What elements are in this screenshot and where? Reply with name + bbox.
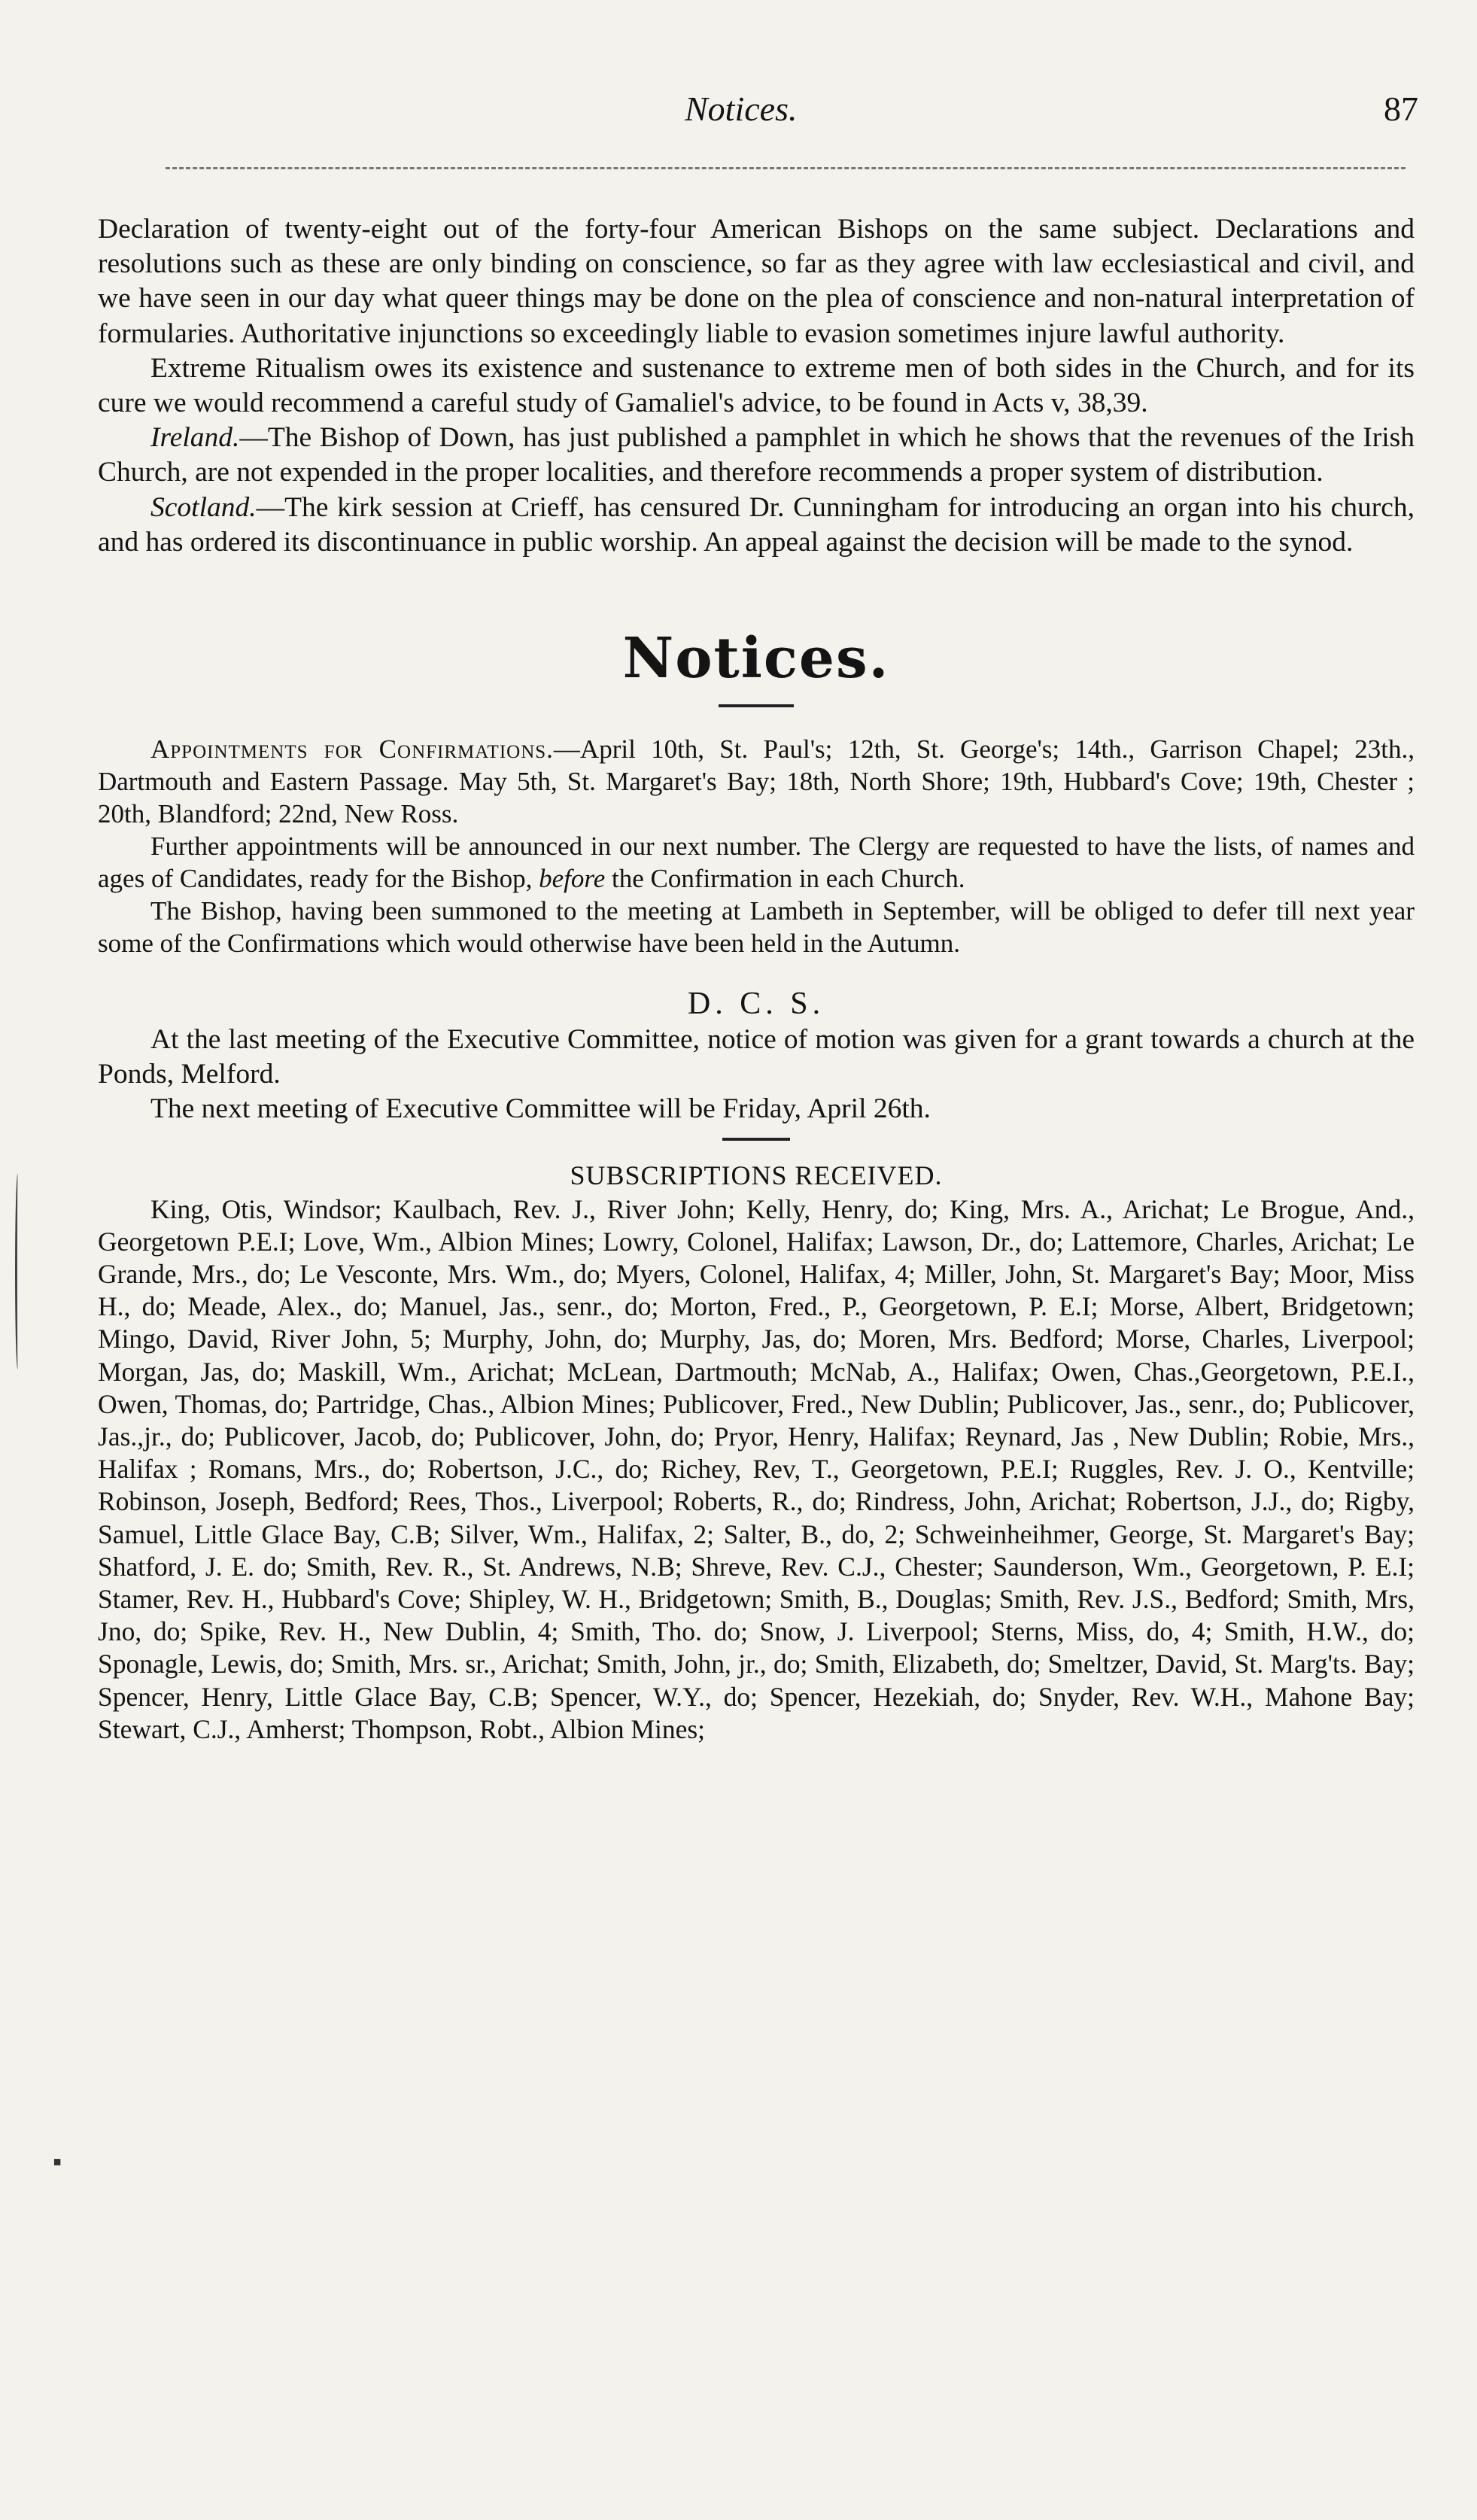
- notices-heading: Notices.: [622, 626, 890, 692]
- subscriptions-list: King, Otis, Windsor; Kaulbach, Rev. J., River John; Kelly, Henry, do; King, Mrs. A., Arichat; Le Brogue, And., Georgetown P.E.I; Love, Wm., Albion Mines; Lowry, Colonel, Halifax; Lawson, Dr., do; Lattemore, Charles, Arichat; Le Grande, Mrs., do; Le Vesconte, Mrs. Wm., do; Myers, Colonel, Halifax, 4; Miller, John, St. Margaret's Bay; Moor, Miss H., do; Meade, Alex., do; Manuel, Jas., senr., do; Morton, Fred., P., Georgetown, P. E.I; Morse, Albert, Bridgetown; Mingo, David, River John, 5; Murphy, John, do; Murphy, Jas, do; Moren, Mrs. Bedford; Morse, Charles, Liverpool; Morgan, Jas, do; Maskill, Wm., Arichat; McLean, Dartmouth; McNab, A., Halifax; Owen, Chas.,Georgetown, P.E.I., Owen, Thomas, do; Partridge, Chas., Albion Mines; Publicover, Fred., New Dublin; Publicover, Jas., senr., do; Publicover, Jas.,jr., do; Publicover, Jacob, do; Publicover, John, do; Pryor, Henry, Halifax; Reynard, Jas , New Dublin; Robie, Mrs., Halifax ; Romans, Mrs., do; Robertson, J.C., do; Richey, Rev, T., Georgetown, P.E.I; Ruggles, Rev. J. O., Kentville; Robinson, Joseph, Bedford; Rees, Thos., Liverpool; Roberts, R., do; Rindress, John, Arichat; Robertson, J.J., do; Rigby, Samuel, Little Glace Bay, C.B; Silver, Wm., Halifax, 2; Salter, B., do, 2; Schweinheihmer, George, St. Margaret's Bay; Shatford, J. E. do; Smith, Rev. R., St. Andrews, N.B; Shreve, Rev. C.J., Chester; Saunderson, Wm., Georgetown, P. E.I; Stamer, Rev. H., Hubbard's Cove; Shipley, W. H., Bridgetown; Smith, B., Douglas; Smith, Rev. J.S., Bedford; Smith, Mrs, Jno, do; Spike, Rev. H., New Dublin, 4; Smith, Tho. do; Snow, J. Liverpool; Sterns, Miss, do, 4; Smith, H.W., do; Sponagle, Lewis, do; Smith, Mrs. sr., Arichat; Smith, John, jr., do; Smith, Elizabeth, do; Smeltzer, David, St. Marg'ts. Bay; Spencer, Henry, Little Glace Bay, C.B; Spencer, W.Y., do; Spencer, Hezekiah, do; Snyder, Rev. W.H., Mahone Bay; Stewart, C.J., Amherst; Thompson, Robt., Albion Mines;: [98, 1193, 1415, 1744]
- intro-paragraph-1: Declaration of twenty-eight out of the forty-four American Bishops on the same subject. Declarations and resolutions such as these are only binding on conscience, so far as they agree with law ecclesiastical and civil, and we have seen in our day what queer things may be done on the plea of conscience and non-natural interpretation of formularies. Authoritative injunctions so exceedingly liable to evasion sometimes injure lawful authority.: [98, 214, 1415, 349]
- before-emphasis: before: [539, 864, 606, 894]
- subscriptions-heading: SUBSCRIPTIONS RECEIVED.: [570, 1160, 943, 1190]
- page-number: 87: [1384, 90, 1418, 128]
- dcs-paragraph-1: At the last meeting of the Executive Committee, notice of motion was given for a grant towards a church at the Ponds, Melford.: [98, 1024, 1415, 1090]
- header-rule: [166, 167, 1406, 169]
- page: [98, 75, 1418, 135]
- margin-mark: ▪: [53, 2148, 62, 2176]
- subscriptions-section: [98, 1193, 1415, 1746]
- body-text: [98, 212, 1415, 1746]
- scotland-text: —The kirk session at Crieff, has censured Dr. Cunningham for introducing an organ into his church, and has ordered its discontinuance in public worship. An appeal against the decision will be made to the synod.: [98, 491, 1415, 558]
- notices-rule: [719, 704, 794, 707]
- running-header: [98, 75, 1418, 135]
- margin-bracket: [15, 1174, 20, 1369]
- ireland-text: —The Bishop of Down, has just published a pamphlet in which he shows that the revenues of the Irish Church, are not expended in the proper localities, and therefore recommends a proper system of distribution.: [98, 422, 1415, 488]
- scotland-paragraph: [98, 491, 1415, 560]
- further-paragraph: Further appointments will be announced in our next number. The Clergy are requested to have the lists, of names and ages of Candidates, ready for the Bishop, before the Confirmation in each Church.: [98, 831, 1415, 894]
- dcs-rule: [722, 1138, 790, 1141]
- appointments-label: Appointments for Confirmations.: [150, 734, 554, 765]
- dcs-heading: D. C. S.: [687, 986, 825, 1022]
- appointments-paragraph: [98, 733, 1415, 830]
- appointments-text: —April 10th, St. Paul's; 12th, St. George's; 14th., Garrison Chapel; 23th., Dartmouth and Eastern Passage. May 5th, St. Margaret's Bay; 18th, North Shore; 19th, Hubbard's Cove; 19th, Chester ; 20th, Blandford; 22nd, New Ross.: [98, 734, 1415, 829]
- ireland-label: Ireland.: [150, 422, 240, 454]
- ireland-paragraph: [98, 421, 1415, 490]
- scotland-label: Scotland.: [150, 491, 257, 523]
- bishop-paragraph: The Bishop, having been summoned to the meeting at Lambeth in September, will be obliged to defer till next year some of the Confirmations which would otherwise have been held in the Autumn.: [98, 896, 1415, 959]
- intro-paragraph-2: Extreme Ritualism owes its existence and sustenance to extreme men of both sides in the Church, and for its cure we would recommend a careful study of Gamaliel's advice, to be found in Acts v, 38,39.: [98, 352, 1415, 419]
- appointments-section: [98, 733, 1415, 959]
- running-title: Notices.: [685, 90, 798, 128]
- dcs-paragraph-2: The next meeting of Executive Committee will be Friday, April 26th.: [150, 1093, 931, 1125]
